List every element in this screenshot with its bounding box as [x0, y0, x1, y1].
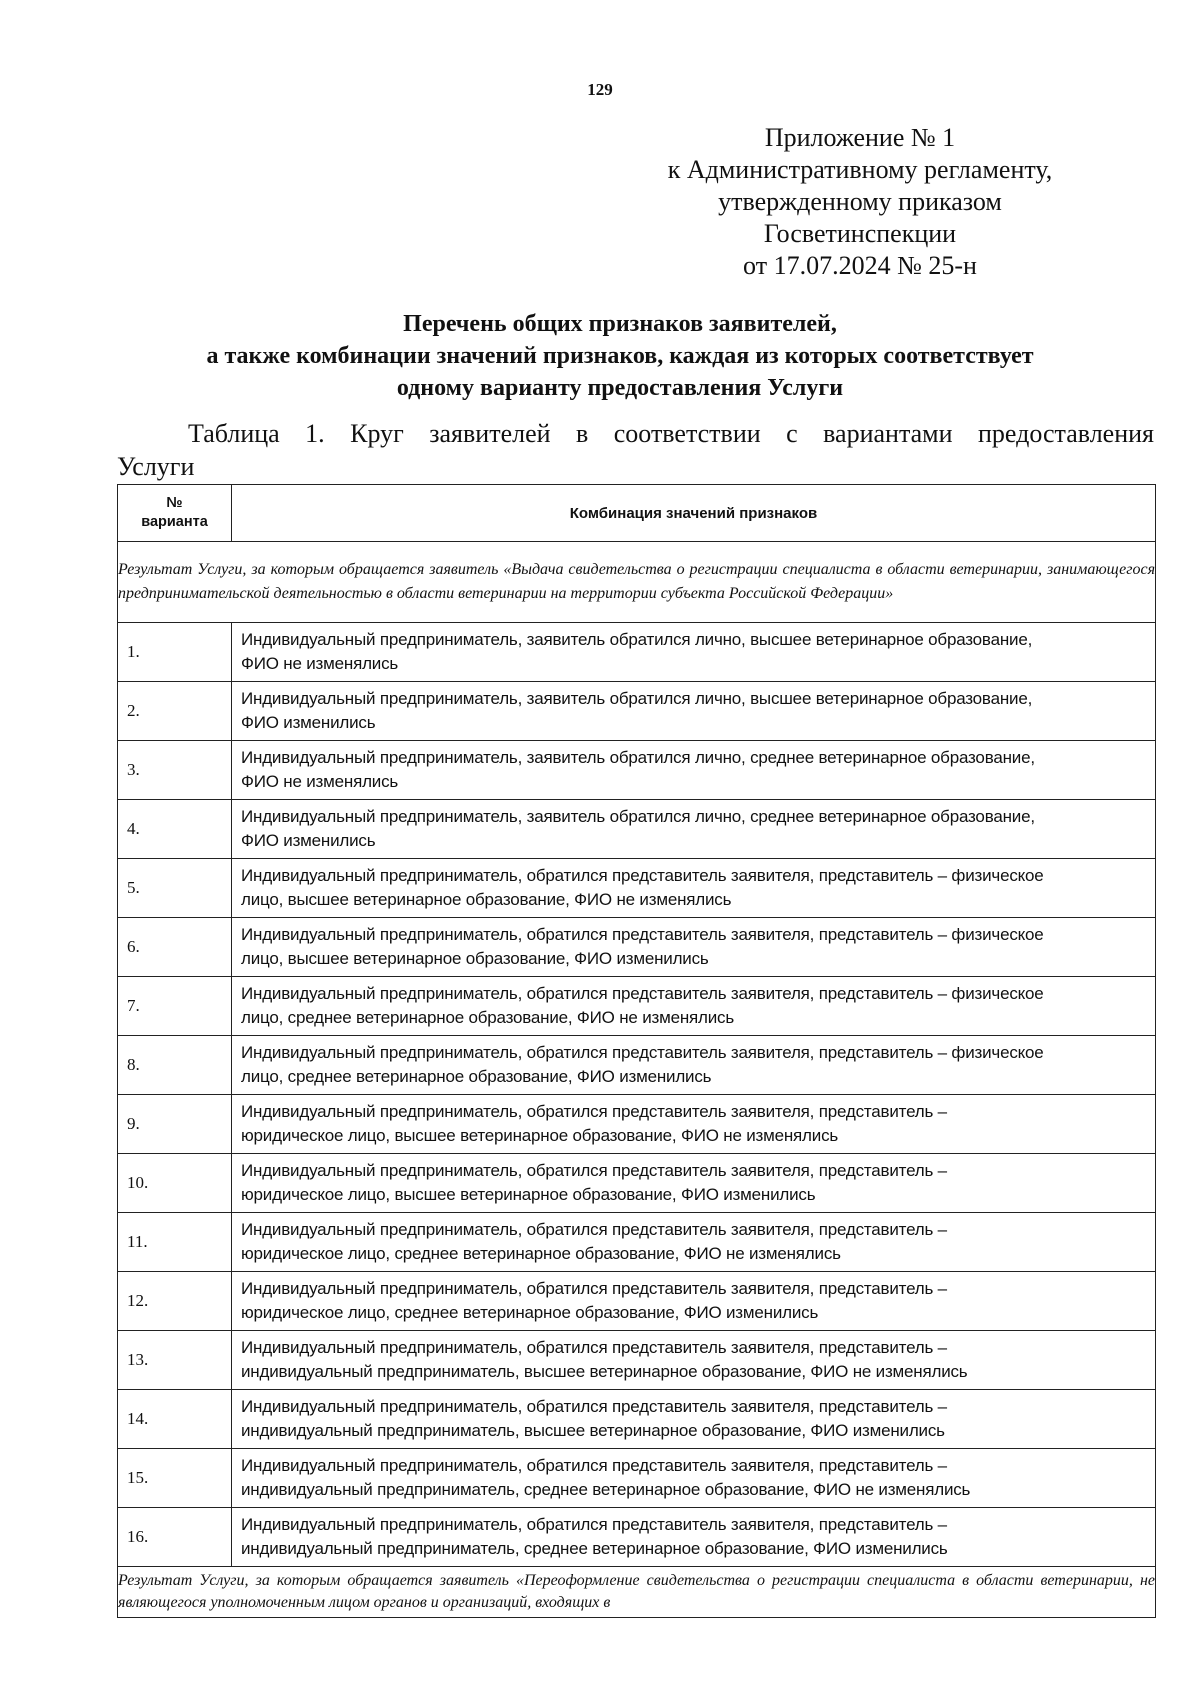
table-row	[118, 682, 1156, 741]
table-row	[118, 977, 1156, 1036]
section-result-1-text: Результат Услуги, за которым обращается заявитель «Выдача свидетельства о регистрации специалиста в области ветеринарии, занимающегося предпринимательской деятельностью в области ветеринарии на территории субъекта Российской Федерации»	[118, 542, 1156, 623]
combination-line-1: Индивидуальный предприниматель, обратился представитель заявителя, представитель –	[241, 1456, 947, 1475]
variant-number: 13.	[118, 1331, 232, 1390]
appendix-line-5: от 17.07.2024 № 25-н	[743, 251, 977, 280]
table-row	[118, 1272, 1156, 1331]
variant-number: 7.	[118, 977, 232, 1036]
variant-number: 10.	[118, 1154, 232, 1213]
combination-line-2: индивидуальный предприниматель, высшее ветеринарное образование, ФИО изменились	[241, 1421, 945, 1440]
title-line-1: Перечень общих признаков заявителей,	[403, 311, 837, 337]
variant-combination	[232, 918, 1156, 977]
title-line-3: одному варианту предоставления Услуги	[396, 375, 844, 401]
combination-line-1: Индивидуальный предприниматель, обратился представитель заявителя, представитель – физическое	[241, 1043, 1044, 1062]
combination-line-2: индивидуальный предприниматель, среднее ветеринарное образование, ФИО изменились	[241, 1539, 948, 1558]
combination-line-1: Индивидуальный предприниматель, заявитель обратился лично, среднее ветеринарное образование,	[241, 807, 1035, 826]
table-row	[118, 918, 1156, 977]
appendix-block	[600, 122, 1120, 282]
section-row-result-2	[118, 1567, 1156, 1618]
header-combination: Комбинация значений признаков	[232, 485, 1156, 542]
table-header-row	[118, 485, 1156, 542]
combination-line-2: лицо, высшее ветеринарное образование, ФИО изменились	[241, 949, 709, 968]
combination-line-1: Индивидуальный предприниматель, заявитель обратился лично, высшее ветеринарное образование,	[241, 630, 1033, 649]
title-line-2: а также комбинации значений признаков, каждая из которых соответствует	[206, 343, 1034, 369]
variant-number: 12.	[118, 1272, 232, 1331]
table-row	[118, 623, 1156, 682]
variants-table	[117, 484, 1156, 1618]
appendix-line-4: Госветинспекции	[763, 219, 957, 248]
combination-line-2: лицо, среднее ветеринарное образование, ФИО изменились	[241, 1067, 712, 1086]
section-row-result-1	[118, 542, 1156, 623]
combination-line-2: индивидуальный предприниматель, среднее ветеринарное образование, ФИО не изменялись	[241, 1480, 971, 1499]
combination-line-2: юридическое лицо, высшее ветеринарное образование, ФИО не изменялись	[241, 1126, 839, 1145]
variant-number: 9.	[118, 1095, 232, 1154]
appendix-line-2: к Административному регламенту,	[667, 155, 1053, 184]
header-num-label: варианта	[141, 514, 208, 530]
variant-combination	[232, 859, 1156, 918]
variant-combination	[232, 1508, 1156, 1567]
combination-line-2: лицо, высшее ветеринарное образование, ФИО не изменялись	[241, 890, 732, 909]
table-caption-line-1: Таблица 1. Круг заявителей в соответствии с вариантами предоставления	[188, 419, 1154, 448]
variant-number: 6.	[118, 918, 232, 977]
variant-number: 5.	[118, 859, 232, 918]
combination-line-2: ФИО изменились	[241, 831, 376, 850]
combination-line-1: Индивидуальный предприниматель, обратился представитель заявителя, представитель –	[241, 1279, 947, 1298]
header-num-symbol: №	[166, 495, 183, 511]
table-row	[118, 1449, 1156, 1508]
variant-combination	[232, 1036, 1156, 1095]
document-title	[100, 308, 1140, 404]
combination-line-1: Индивидуальный предприниматель, обратился представитель заявителя, представитель – физическое	[241, 925, 1044, 944]
table-row	[118, 1390, 1156, 1449]
combination-line-1: Индивидуальный предприниматель, заявитель обратился лично, высшее ветеринарное образование,	[241, 689, 1033, 708]
variant-combination	[232, 1272, 1156, 1331]
combination-line-2: юридическое лицо, среднее ветеринарное образование, ФИО не изменялись	[241, 1244, 841, 1263]
page-number: 129	[587, 80, 613, 99]
variant-combination	[232, 682, 1156, 741]
combination-line-1: Индивидуальный предприниматель, обратился представитель заявителя, представитель –	[241, 1161, 947, 1180]
variant-combination	[232, 800, 1156, 859]
combination-line-1: Индивидуальный предприниматель, обратился представитель заявителя, представитель – физическое	[241, 866, 1044, 885]
table-row	[118, 1154, 1156, 1213]
appendix-line-3: утвержденному приказом	[718, 187, 1002, 216]
variant-combination	[232, 623, 1156, 682]
variant-combination	[232, 741, 1156, 800]
combination-line-1: Индивидуальный предприниматель, обратился представитель заявителя, представитель –	[241, 1397, 947, 1416]
combination-line-2: ФИО не изменялись	[241, 772, 399, 791]
variant-number: 8.	[118, 1036, 232, 1095]
table-row	[118, 1036, 1156, 1095]
combination-line-2: юридическое лицо, высшее ветеринарное образование, ФИО изменились	[241, 1185, 816, 1204]
variant-combination	[232, 977, 1156, 1036]
table-caption	[117, 417, 1154, 483]
table-row	[118, 1213, 1156, 1272]
table-row	[118, 741, 1156, 800]
combination-line-1: Индивидуальный предприниматель, обратился представитель заявителя, представитель –	[241, 1515, 947, 1534]
section-result-2-text: Результат Услуги, за которым обращается заявитель «Переоформление свидетельства о регистрации специалиста в области ветеринарии, не являющегося уполномоченным лицом органов и организаций, входящих в	[118, 1567, 1156, 1618]
variant-combination	[232, 1449, 1156, 1508]
variant-number: 1.	[118, 623, 232, 682]
table-row	[118, 1331, 1156, 1390]
combination-line-1: Индивидуальный предприниматель, обратился представитель заявителя, представитель –	[241, 1102, 947, 1121]
variant-number: 15.	[118, 1449, 232, 1508]
combination-line-2: ФИО изменились	[241, 713, 376, 732]
variant-combination	[232, 1331, 1156, 1390]
table-row	[118, 859, 1156, 918]
combination-line-2: лицо, среднее ветеринарное образование, ФИО не изменялись	[241, 1008, 734, 1027]
header-variant-number	[118, 485, 232, 542]
table-row	[118, 800, 1156, 859]
table-caption-line-2: Услуги	[117, 452, 195, 481]
variant-number: 14.	[118, 1390, 232, 1449]
combination-line-1: Индивидуальный предприниматель, обратился представитель заявителя, представитель – физическое	[241, 984, 1044, 1003]
combination-line-1: Индивидуальный предприниматель, обратился представитель заявителя, представитель –	[241, 1220, 947, 1239]
variant-combination	[232, 1213, 1156, 1272]
combination-line-2: ФИО не изменялись	[241, 654, 399, 673]
variant-number: 3.	[118, 741, 232, 800]
table-row	[118, 1508, 1156, 1567]
appendix-line-1: Приложение № 1	[764, 123, 956, 152]
variant-number: 4.	[118, 800, 232, 859]
variant-combination	[232, 1154, 1156, 1213]
variant-number: 16.	[118, 1508, 232, 1567]
combination-line-2: индивидуальный предприниматель, высшее ветеринарное образование, ФИО не изменялись	[241, 1362, 968, 1381]
table-row	[118, 1095, 1156, 1154]
combination-line-1: Индивидуальный предприниматель, заявитель обратился лично, среднее ветеринарное образование,	[241, 748, 1035, 767]
variant-combination	[232, 1095, 1156, 1154]
combination-line-2: юридическое лицо, среднее ветеринарное образование, ФИО изменились	[241, 1303, 819, 1322]
combination-line-1: Индивидуальный предприниматель, обратился представитель заявителя, представитель –	[241, 1338, 947, 1357]
variant-number: 2.	[118, 682, 232, 741]
variant-number: 11.	[118, 1213, 232, 1272]
variant-combination	[232, 1390, 1156, 1449]
